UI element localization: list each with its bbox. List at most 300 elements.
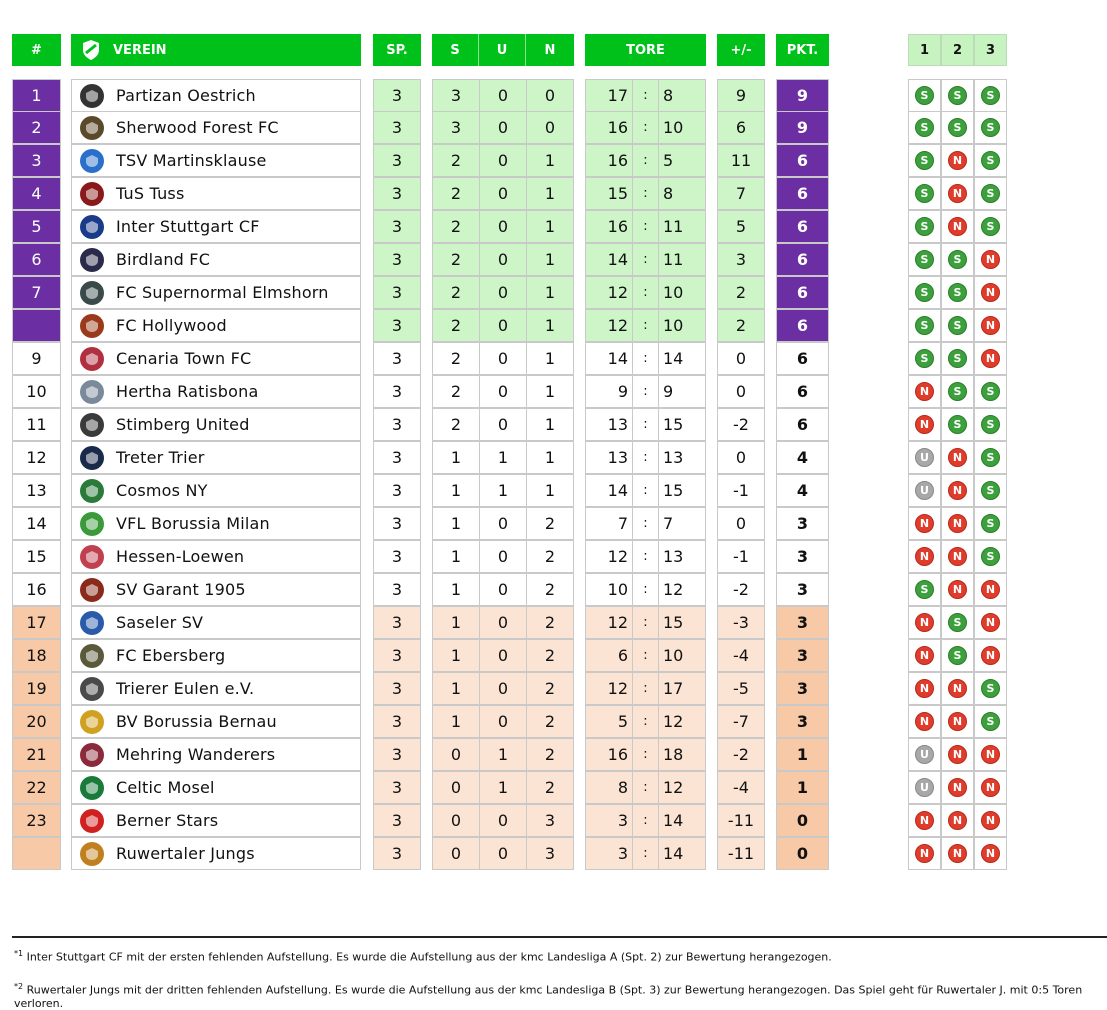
result-badge-icon: N (915, 646, 934, 665)
club-logo-icon (80, 842, 104, 866)
goals-separator: : (632, 276, 659, 309)
result-badge-icon: S (981, 481, 1000, 500)
losses-cell: 1 (526, 342, 574, 375)
games-cell: 3 (373, 342, 421, 375)
club-cell[interactable] (71, 177, 361, 210)
games-cell: 3 (373, 738, 421, 771)
result-cell (908, 474, 941, 507)
club-cell[interactable] (71, 507, 361, 540)
club-cell[interactable] (71, 243, 361, 276)
goals-separator: : (632, 243, 659, 276)
result-cell (908, 408, 941, 441)
standings-table (0, 79, 1107, 871)
club-cell[interactable] (71, 771, 361, 804)
goals-against-cell: 10 (658, 639, 706, 672)
club-name: BV Borussia Bernau (116, 712, 277, 731)
club-cell[interactable] (71, 79, 361, 112)
draws-cell: 0 (479, 507, 527, 540)
goal-diff-cell: -2 (717, 408, 765, 441)
losses-cell: 2 (526, 738, 574, 771)
result-cell (974, 507, 1007, 540)
result-badge-icon: N (915, 514, 934, 533)
club-logo-icon (80, 413, 104, 437)
games-cell: 3 (373, 375, 421, 408)
draws-cell: 0 (479, 111, 527, 144)
goals-for-cell: 15 (585, 177, 633, 210)
goal-diff-cell: 0 (717, 441, 765, 474)
wins-cell: 1 (432, 573, 480, 606)
draws-cell: 0 (479, 342, 527, 375)
games-cell: 3 (373, 540, 421, 573)
result-cell (941, 705, 974, 738)
wins-cell: 1 (432, 507, 480, 540)
rank-cell: 13 (12, 474, 61, 507)
club-logo-icon (80, 512, 104, 536)
goals-for-cell: 14 (585, 474, 633, 507)
goal-diff-cell: 0 (717, 342, 765, 375)
losses-cell: 1 (526, 474, 574, 507)
result-badge-icon: S (915, 184, 934, 203)
losses-cell: 1 (526, 375, 574, 408)
rank-cell: 5 (12, 210, 61, 243)
goals-for-cell: 13 (585, 408, 633, 441)
draws-cell: 0 (479, 79, 527, 112)
draws-cell: 1 (479, 738, 527, 771)
wins-cell: 2 (432, 177, 480, 210)
result-cell (941, 111, 974, 144)
points-cell: 6 (776, 375, 829, 408)
header-rank: # (12, 34, 61, 66)
club-logo-icon (80, 446, 104, 470)
goals-against-cell: 11 (658, 243, 706, 276)
goals-for-cell: 3 (585, 837, 633, 870)
club-cell[interactable] (71, 705, 361, 738)
result-badge-icon: S (981, 217, 1000, 236)
result-badge-icon: N (981, 283, 1000, 302)
club-cell[interactable] (71, 309, 361, 342)
result-cell (908, 837, 941, 870)
club-cell[interactable] (71, 606, 361, 639)
wins-cell: 0 (432, 804, 480, 837)
club-logo-icon (80, 84, 104, 108)
table-row (0, 805, 1107, 838)
club-cell[interactable] (71, 375, 361, 408)
rank-cell: 19 (12, 672, 61, 705)
wins-cell: 0 (432, 771, 480, 804)
result-cell (974, 408, 1007, 441)
table-row (0, 607, 1107, 640)
goals-against-cell: 12 (658, 705, 706, 738)
header-u: U (479, 34, 526, 66)
points-cell: 6 (776, 144, 829, 177)
draws-cell: 0 (479, 177, 527, 210)
goals-against-cell: 10 (658, 111, 706, 144)
games-cell: 3 (373, 79, 421, 112)
result-badge-icon: N (948, 679, 967, 698)
rank-cell: 10 (12, 375, 61, 408)
result-badge-icon: S (948, 316, 967, 335)
goals-separator: : (632, 705, 659, 738)
result-cell (974, 342, 1007, 375)
result-badge-icon: N (915, 811, 934, 830)
goal-diff-cell: 0 (717, 375, 765, 408)
goal-diff-cell: -1 (717, 540, 765, 573)
points-cell: 6 (776, 210, 829, 243)
rank-cell: 1 (12, 79, 61, 112)
result-badge-icon: U (915, 448, 934, 467)
games-cell: 3 (373, 474, 421, 507)
result-badge-icon: S (915, 118, 934, 137)
result-cell (908, 144, 941, 177)
losses-cell: 3 (526, 837, 574, 870)
result-cell (908, 79, 941, 112)
goal-diff-cell: -7 (717, 705, 765, 738)
club-cell[interactable] (71, 474, 361, 507)
header-s: S (432, 34, 479, 66)
club-name: Mehring Wanderers (116, 745, 276, 764)
goals-against-cell: 15 (658, 474, 706, 507)
goals-separator: : (632, 837, 659, 870)
table-row (0, 211, 1107, 244)
club-cell[interactable] (71, 804, 361, 837)
club-logo-icon (80, 281, 104, 305)
club-logo-icon (80, 710, 104, 734)
result-cell (908, 705, 941, 738)
header-tore: TORE (585, 34, 706, 66)
club-name: Inter Stuttgart CF (116, 217, 260, 236)
result-badge-icon: N (948, 547, 967, 566)
wins-cell: 1 (432, 705, 480, 738)
points-cell: 9 (776, 79, 829, 112)
losses-cell: 2 (526, 540, 574, 573)
header-sp: SP. (373, 34, 421, 66)
goals-for-cell: 12 (585, 672, 633, 705)
goals-for-cell: 14 (585, 342, 633, 375)
rank-cell: 22 (12, 771, 61, 804)
points-cell: 3 (776, 639, 829, 672)
wins-cell: 1 (432, 639, 480, 672)
club-cell[interactable] (71, 639, 361, 672)
result-badge-icon: S (948, 415, 967, 434)
result-cell (941, 144, 974, 177)
losses-cell: 3 (526, 804, 574, 837)
result-badge-icon: S (915, 86, 934, 105)
losses-cell: 1 (526, 441, 574, 474)
result-badge-icon: N (948, 514, 967, 533)
goals-for-cell: 13 (585, 441, 633, 474)
rank-cell: 16 (12, 573, 61, 606)
club-logo-icon (80, 611, 104, 635)
result-cell (908, 771, 941, 804)
draws-cell: 0 (479, 276, 527, 309)
result-cell (908, 342, 941, 375)
points-cell: 3 (776, 540, 829, 573)
games-cell: 3 (373, 639, 421, 672)
club-logo-icon (80, 248, 104, 272)
goal-diff-cell: 2 (717, 309, 765, 342)
result-badge-icon: S (981, 184, 1000, 203)
rank-cell: 11 (12, 408, 61, 441)
result-badge-icon: S (981, 382, 1000, 401)
club-cell[interactable] (71, 408, 361, 441)
goals-for-cell: 16 (585, 144, 633, 177)
result-cell (941, 837, 974, 870)
result-badge-icon: S (915, 151, 934, 170)
wins-cell: 3 (432, 79, 480, 112)
draws-cell: 0 (479, 606, 527, 639)
goals-separator: : (632, 111, 659, 144)
club-cell[interactable] (71, 144, 361, 177)
shield-icon (81, 39, 101, 61)
goals-against-cell: 5 (658, 144, 706, 177)
games-cell: 3 (373, 111, 421, 144)
result-cell (908, 243, 941, 276)
goal-diff-cell: 7 (717, 177, 765, 210)
result-badge-icon: N (948, 844, 967, 863)
rank-cell: 7 (12, 276, 61, 309)
result-badge-icon: N (915, 613, 934, 632)
club-cell[interactable] (71, 738, 361, 771)
club-name: FC Ebersberg (116, 646, 226, 665)
goal-diff-cell: -3 (717, 606, 765, 639)
result-badge-icon: S (948, 646, 967, 665)
goals-against-cell: 15 (658, 408, 706, 441)
games-cell: 3 (373, 771, 421, 804)
result-cell (974, 177, 1007, 210)
goals-separator: : (632, 441, 659, 474)
games-cell: 3 (373, 804, 421, 837)
result-cell (908, 606, 941, 639)
goals-separator: : (632, 573, 659, 606)
table-row (0, 739, 1107, 772)
header-club-label: VEREIN (113, 42, 167, 58)
losses-cell: 2 (526, 705, 574, 738)
points-cell: 1 (776, 771, 829, 804)
result-badge-icon: N (948, 712, 967, 731)
wins-cell: 2 (432, 309, 480, 342)
goals-separator: : (632, 672, 659, 705)
goals-for-cell: 7 (585, 507, 633, 540)
rank-cell (12, 837, 61, 870)
losses-cell: 2 (526, 573, 574, 606)
points-cell: 6 (776, 408, 829, 441)
goals-for-cell: 8 (585, 771, 633, 804)
games-cell: 3 (373, 705, 421, 738)
points-cell: 3 (776, 507, 829, 540)
club-cell[interactable] (71, 672, 361, 705)
rank-cell: 18 (12, 639, 61, 672)
wins-cell: 1 (432, 540, 480, 573)
wins-cell: 2 (432, 342, 480, 375)
result-cell (908, 738, 941, 771)
result-cell (974, 309, 1007, 342)
goal-diff-cell: -2 (717, 738, 765, 771)
club-cell[interactable] (71, 111, 361, 144)
result-badge-icon: N (981, 250, 1000, 269)
goals-separator: : (632, 738, 659, 771)
draws-cell: 0 (479, 837, 527, 870)
club-logo-icon (80, 149, 104, 173)
games-cell: 3 (373, 573, 421, 606)
rank-cell (12, 309, 61, 342)
result-cell (974, 540, 1007, 573)
result-badge-icon: N (981, 778, 1000, 797)
result-badge-icon: N (948, 151, 967, 170)
draws-cell: 1 (479, 441, 527, 474)
result-cell (941, 639, 974, 672)
result-badge-icon: N (948, 745, 967, 764)
goals-against-cell: 15 (658, 606, 706, 639)
result-cell (974, 441, 1007, 474)
club-logo-icon (80, 776, 104, 800)
footnote-2: $^{*2}$ Ruwertaler Jungs mit der dritten fehlenden Aufstellung. Es wurde die Aufstellung aus der kmc Landesliga B (Spt. 3) zur Bewertung herangezogen. Das Spiel geht für Ruwertaler J. mit 0:5 Toren verloren. (14, 982, 1083, 1010)
club-name: Sherwood Forest FC (116, 118, 279, 137)
games-cell: 3 (373, 408, 421, 441)
result-badge-icon: S (981, 86, 1000, 105)
losses-cell: 1 (526, 276, 574, 309)
games-cell: 3 (373, 276, 421, 309)
result-cell (908, 573, 941, 606)
goals-against-cell: 12 (658, 573, 706, 606)
result-cell (908, 111, 941, 144)
club-logo-icon (80, 314, 104, 338)
table-row (0, 640, 1107, 673)
result-badge-icon: S (981, 415, 1000, 434)
club-name: Ruwertaler Jungs (116, 844, 255, 863)
result-cell (941, 804, 974, 837)
club-cell[interactable] (71, 573, 361, 606)
result-badge-icon: S (915, 283, 934, 302)
losses-cell: 2 (526, 507, 574, 540)
goals-for-cell: 12 (585, 606, 633, 639)
result-badge-icon: N (981, 745, 1000, 764)
losses-cell: 1 (526, 309, 574, 342)
goal-diff-cell: -2 (717, 573, 765, 606)
result-badge-icon: N (981, 844, 1000, 863)
table-row (0, 673, 1107, 706)
result-cell (908, 672, 941, 705)
draws-cell: 0 (479, 639, 527, 672)
goals-separator: : (632, 375, 659, 408)
club-cell[interactable] (71, 837, 361, 870)
result-cell (941, 276, 974, 309)
draws-cell: 0 (479, 804, 527, 837)
header-diff: +/- (717, 34, 765, 66)
table-row (0, 343, 1107, 376)
club-cell[interactable] (71, 210, 361, 243)
games-cell: 3 (373, 606, 421, 639)
result-cell (941, 342, 974, 375)
wins-cell: 0 (432, 738, 480, 771)
points-cell: 4 (776, 441, 829, 474)
points-cell: 3 (776, 606, 829, 639)
table-row (0, 541, 1107, 574)
goals-against-cell: 13 (658, 540, 706, 573)
points-cell: 0 (776, 837, 829, 870)
result-cell (974, 738, 1007, 771)
table-row (0, 376, 1107, 409)
table-row (0, 277, 1107, 310)
club-name: TuS Tuss (116, 184, 185, 203)
result-badge-icon: S (981, 712, 1000, 731)
goals-for-cell: 3 (585, 804, 633, 837)
club-name: Stimberg United (116, 415, 250, 434)
games-cell: 3 (373, 144, 421, 177)
club-cell[interactable] (71, 342, 361, 375)
club-logo-icon (80, 809, 104, 833)
result-cell (974, 243, 1007, 276)
club-name: FC Hollywood (116, 316, 227, 335)
goals-against-cell: 14 (658, 837, 706, 870)
result-badge-icon: S (948, 349, 967, 368)
result-badge-icon: S (948, 283, 967, 302)
result-badge-icon: N (915, 547, 934, 566)
games-cell: 3 (373, 210, 421, 243)
losses-cell: 2 (526, 606, 574, 639)
result-cell (941, 573, 974, 606)
points-cell: 6 (776, 342, 829, 375)
rank-cell: 3 (12, 144, 61, 177)
goal-diff-cell: 6 (717, 111, 765, 144)
goals-separator: : (632, 771, 659, 804)
rank-cell: 9 (12, 342, 61, 375)
goals-for-cell: 12 (585, 309, 633, 342)
goal-diff-cell: -1 (717, 474, 765, 507)
wins-cell: 3 (432, 111, 480, 144)
result-cell (908, 804, 941, 837)
goals-separator: : (632, 606, 659, 639)
club-cell[interactable] (71, 540, 361, 573)
header-pts: PKT. (776, 34, 829, 66)
result-badge-icon: N (948, 778, 967, 797)
table-row (0, 442, 1107, 475)
goals-for-cell: 17 (585, 79, 633, 112)
footnote-divider (12, 936, 1107, 938)
rank-cell: 15 (12, 540, 61, 573)
goals-against-cell: 18 (658, 738, 706, 771)
result-badge-icon: N (948, 217, 967, 236)
result-badge-icon: N (948, 580, 967, 599)
result-badge-icon: U (915, 745, 934, 764)
goals-separator: : (632, 474, 659, 507)
draws-cell: 1 (479, 771, 527, 804)
result-cell (908, 375, 941, 408)
result-badge-icon: N (948, 481, 967, 500)
club-cell[interactable] (71, 441, 361, 474)
points-cell: 6 (776, 309, 829, 342)
result-cell (908, 276, 941, 309)
club-name: Partizan Oestrich (116, 86, 256, 105)
result-cell (941, 474, 974, 507)
points-cell: 1 (776, 738, 829, 771)
club-name: Saseler SV (116, 613, 204, 632)
table-row (0, 475, 1107, 508)
goals-for-cell: 16 (585, 210, 633, 243)
games-cell: 3 (373, 177, 421, 210)
goals-separator: : (632, 210, 659, 243)
club-cell[interactable] (71, 276, 361, 309)
result-cell (974, 705, 1007, 738)
goals-for-cell: 9 (585, 375, 633, 408)
goals-against-cell: 11 (658, 210, 706, 243)
result-badge-icon: N (915, 712, 934, 731)
result-cell (941, 79, 974, 112)
losses-cell: 1 (526, 144, 574, 177)
goals-against-cell: 7 (658, 507, 706, 540)
result-badge-icon: S (915, 250, 934, 269)
result-cell (908, 540, 941, 573)
result-badge-icon: N (981, 613, 1000, 632)
